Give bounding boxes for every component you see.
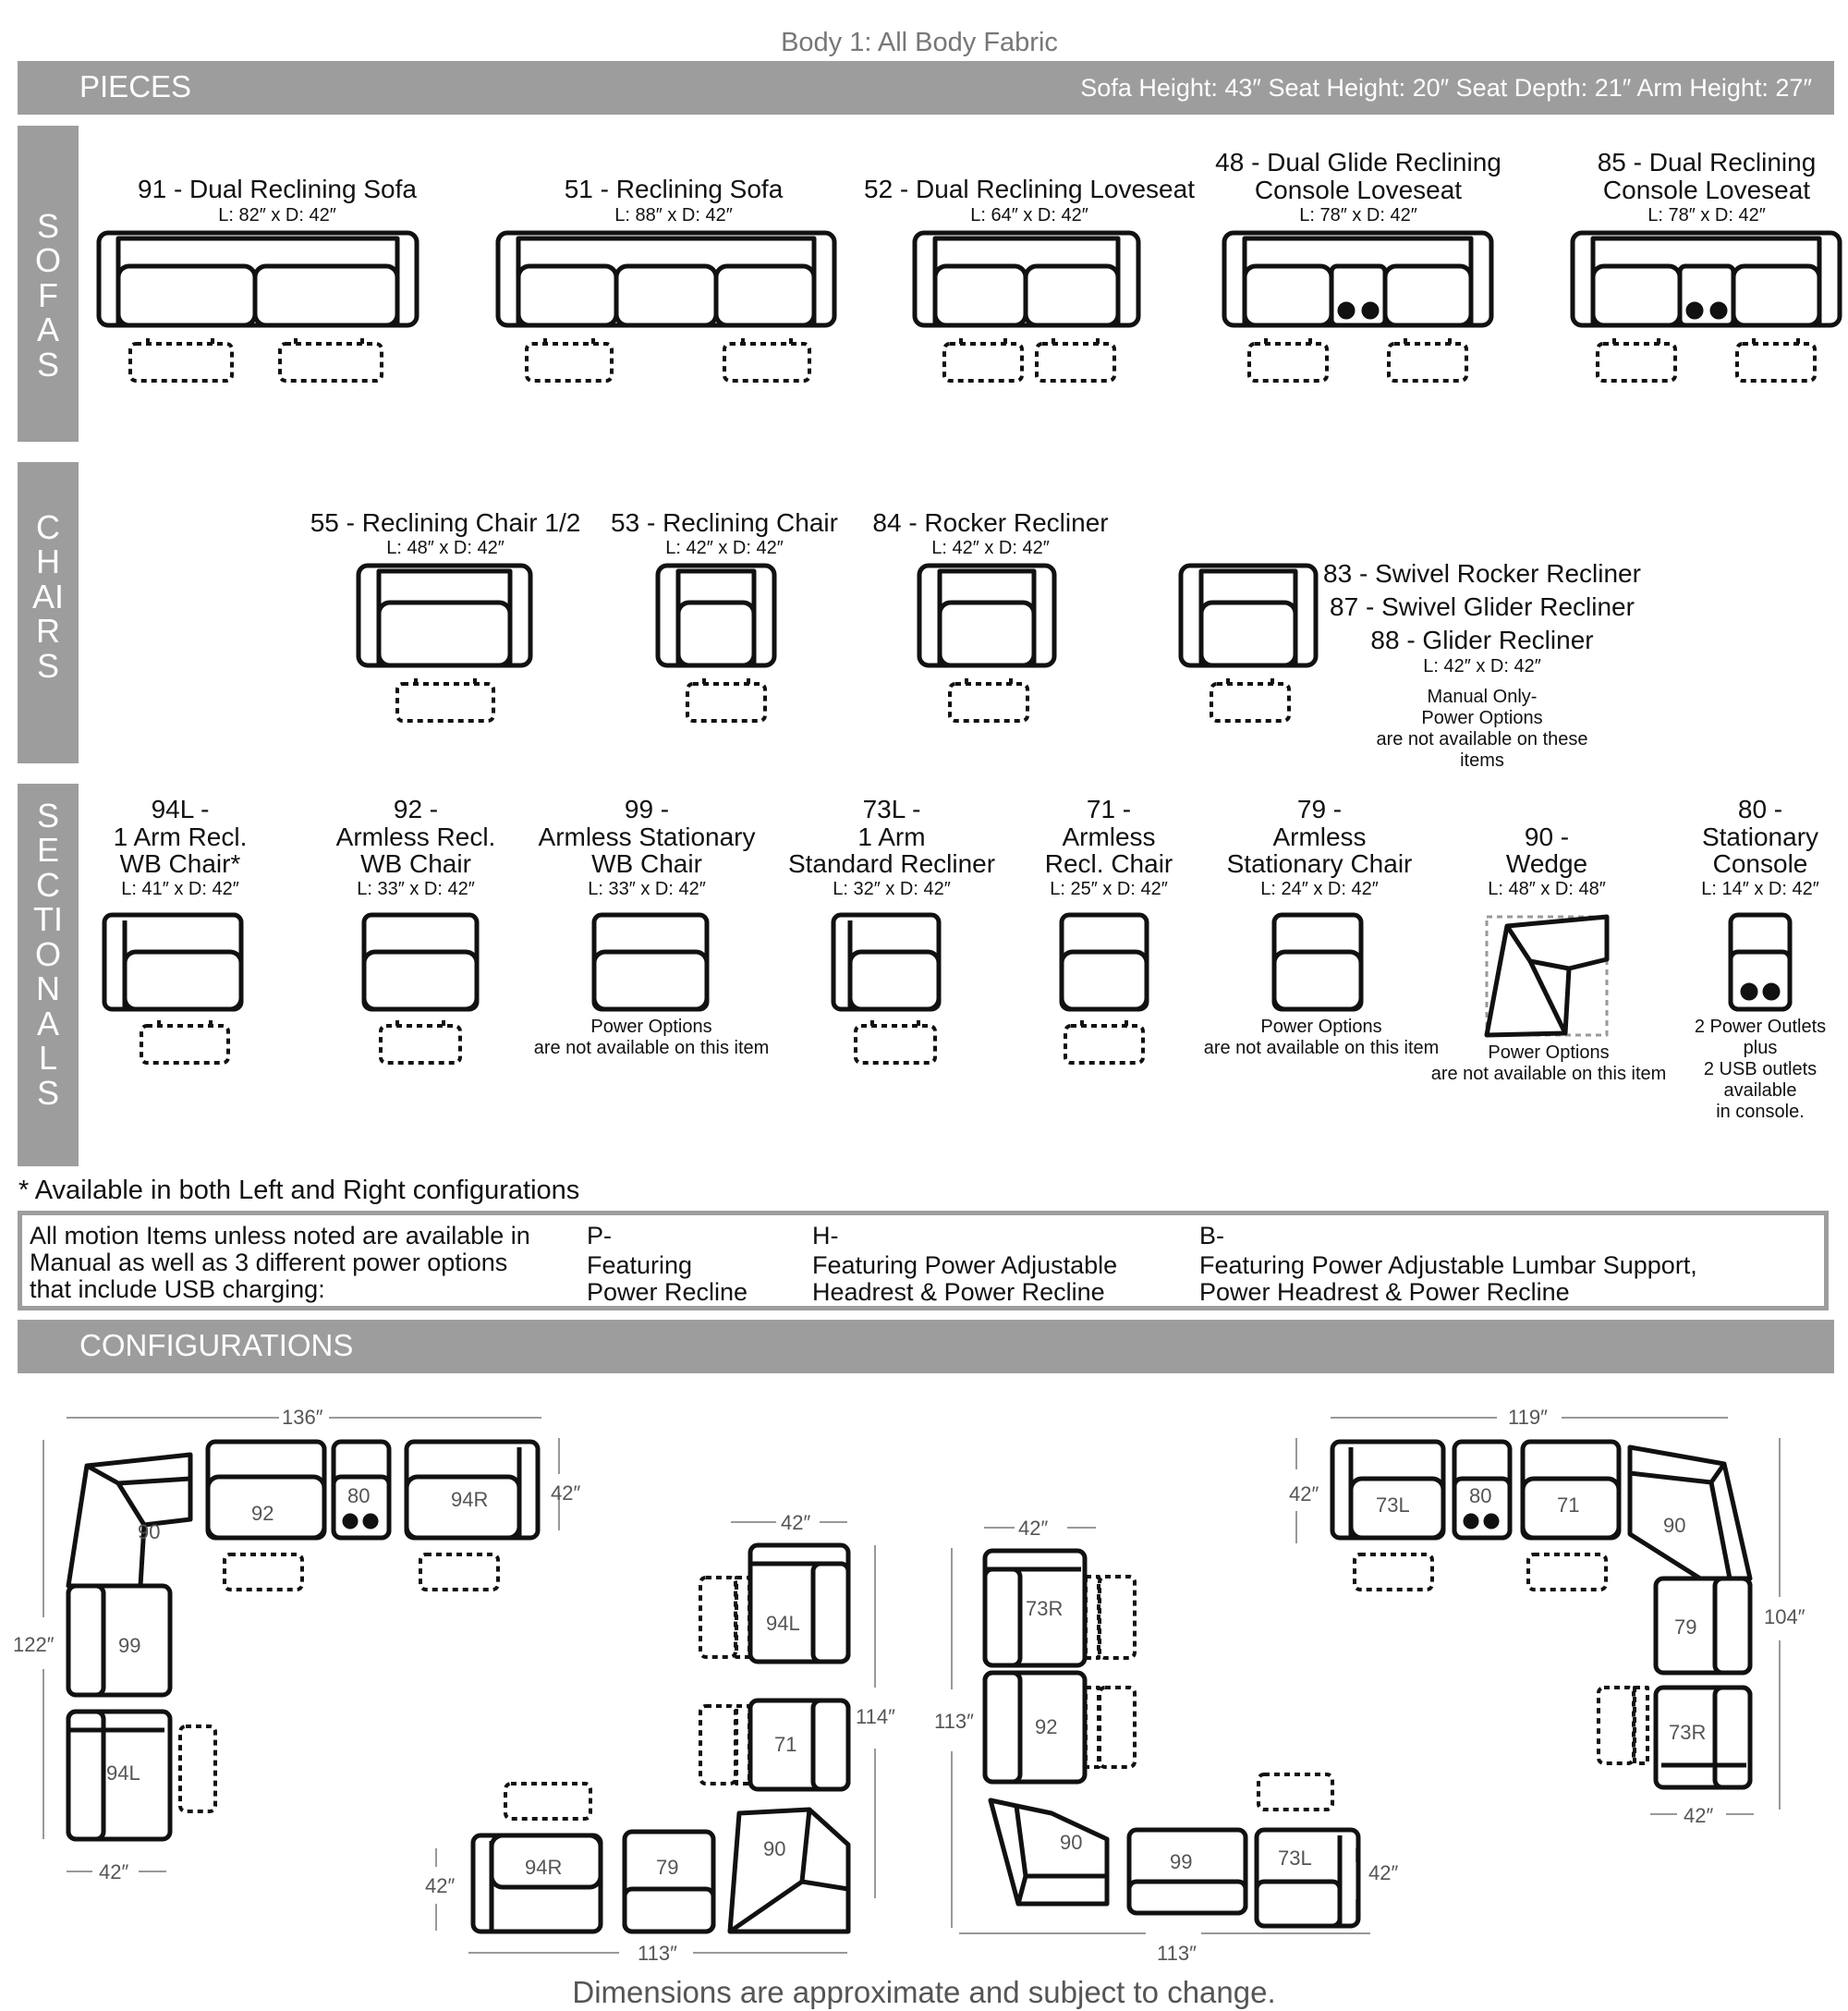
sect-80-l1: 80 -: [1737, 795, 1783, 823]
c1-width: 136″: [282, 1406, 323, 1429]
sect-80-l2: Stationary: [1701, 823, 1819, 851]
sect-90-l1: 90 -: [1524, 823, 1570, 851]
c2-piece-79: 79: [656, 1856, 679, 1879]
c4-piece-73l: 73L: [1376, 1493, 1410, 1517]
legend-p-key: P-: [587, 1222, 612, 1249]
body-label: Body 1: All Body Fabric: [781, 28, 1058, 57]
c4-piece-79: 79: [1674, 1615, 1697, 1639]
sofa-85-dims: L: 78″ x D: 42″: [1647, 205, 1766, 225]
sect-80-note-1: 2 Power Outlets: [1694, 1017, 1827, 1037]
chair-53-dims: L: 42″ x D: 42″: [665, 538, 784, 558]
sofa-91-dims: L: 82″ x D: 42″: [218, 205, 336, 225]
c1-piece-92: 92: [251, 1502, 274, 1525]
sofa-48-drawing: [1224, 233, 1491, 381]
legend-p-2: Power Recline: [587, 1278, 748, 1306]
sect-79-l3: Stationary Chair: [1226, 849, 1413, 878]
sofa-85-drawing: [1573, 233, 1840, 381]
chair-53-drawing: [658, 566, 774, 721]
legend-h-1: Featuring Power Adjustable: [812, 1251, 1118, 1279]
c3-piece-90: 90: [1060, 1831, 1083, 1854]
c1-piece-94l: 94L: [106, 1761, 140, 1785]
c2-piece-71: 71: [774, 1733, 797, 1756]
c3-piece-73r: 73R: [1026, 1597, 1064, 1620]
sect-79-note-2: are not available on this item: [1203, 1038, 1440, 1058]
c1-piece-99: 99: [118, 1634, 141, 1657]
legend-b-2: Power Headrest & Power Recline: [1199, 1278, 1570, 1306]
sect-99-l2: Armless Stationary: [538, 823, 756, 851]
sect-73l-dims: L: 32″ x D: 42″: [833, 879, 951, 899]
pieces-dimensions: Sofa Height: 43″ Seat Height: 20″ Seat Depth: 21″ Arm Height: 27″: [1080, 74, 1812, 102]
sofa-52-drawing: [915, 233, 1138, 381]
sect-99-l3: WB Chair: [591, 849, 702, 878]
sofas-tab-label: SOFAS: [34, 207, 61, 384]
c1-piece-90: 90: [138, 1520, 161, 1543]
sect-92-l3: WB Chair: [360, 849, 471, 878]
sect-79-l2: Armless: [1272, 823, 1367, 851]
sofa-48-title-1: 48 - Dual Glide Reclining: [1215, 148, 1502, 177]
sect-80-note-3: 2 USB outlets: [1703, 1059, 1818, 1079]
chair-88-drawing: [1181, 566, 1316, 721]
chair-88-dims: L: 42″ x D: 42″: [1423, 656, 1541, 676]
chair-53-title: 53 - Reclining Chair: [611, 508, 838, 537]
legend-intro-1: All motion Items unless noted are available in: [30, 1222, 530, 1249]
legend-intro-3: that include USB charging:: [30, 1275, 325, 1303]
chair-84-drawing: [919, 566, 1054, 721]
sect-94l-l3: WB Chair*: [119, 849, 241, 878]
chair-87-title: 87 - Swivel Glider Recliner: [1330, 592, 1635, 621]
sect-80-note-4: available: [1723, 1080, 1797, 1101]
sect-99-note-1: Power Options: [590, 1017, 712, 1037]
c4-piece-73r: 73R: [1669, 1721, 1707, 1744]
chair-88-note-3: are not available on these: [1376, 729, 1588, 750]
sect-90-drawing: [1487, 917, 1607, 1035]
sect-71-l2: Armless: [1062, 823, 1156, 851]
legend-p-1: Featuring: [587, 1251, 693, 1279]
chair-84-title: 84 - Rocker Recliner: [872, 508, 1109, 537]
legend-h-key: H-: [812, 1222, 839, 1249]
footnote: * Available in both Left and Right configurations: [18, 1176, 580, 1205]
c3-depth-right: 42″: [1368, 1861, 1399, 1884]
sofa-51-drawing: [498, 233, 834, 381]
sofa-91-drawing: [99, 233, 417, 381]
chair-88-note-2: Power Options: [1421, 708, 1543, 728]
sect-71-drawing: [1062, 915, 1147, 1063]
chair-88-title: 88 - Glider Recliner: [1370, 626, 1594, 654]
sect-90-note-2: are not available on this item: [1430, 1064, 1667, 1084]
c3-depth-top: 42″: [1018, 1517, 1049, 1540]
chair-55-dims: L: 48″ x D: 42″: [386, 538, 505, 558]
legend-h-2: Headrest & Power Recline: [812, 1278, 1105, 1306]
sofa-51-dims: L: 88″ x D: 42″: [614, 205, 733, 225]
sect-94l-dims: L: 41″ x D: 42″: [121, 879, 239, 899]
legend-b-1: Featuring Power Adjustable Lumbar Support,: [1199, 1251, 1697, 1279]
sect-73l-drawing: [833, 915, 939, 1063]
sect-92-drawing: [364, 915, 477, 1063]
pieces-title: PIECES: [79, 69, 192, 104]
dimension-lines: [43, 1418, 1780, 1953]
sofa-52-dims: L: 64″ x D: 42″: [970, 205, 1088, 225]
sect-90-l2: Wedge: [1505, 849, 1588, 878]
c2-piece-94r: 94R: [525, 1856, 563, 1879]
chair-84-dims: L: 42″ x D: 42″: [931, 538, 1050, 558]
c4-depth-left: 42″: [1289, 1482, 1319, 1505]
sect-92-dims: L: 33″ x D: 42″: [357, 879, 475, 899]
c1-height: 122″: [13, 1633, 55, 1656]
sect-80-note-5: in console.: [1716, 1102, 1805, 1122]
c4-piece-71: 71: [1557, 1493, 1580, 1517]
c2-depth-left: 42″: [425, 1874, 456, 1897]
sofa-85-title-2: Console Loveseat: [1602, 176, 1811, 204]
c4-height: 104″: [1764, 1605, 1805, 1628]
sect-80-l3: Console: [1712, 849, 1808, 878]
sect-99-note-2: are not available on this item: [533, 1038, 770, 1058]
c3-piece-99: 99: [1170, 1850, 1193, 1873]
c2-piece-90: 90: [763, 1837, 786, 1860]
c4-depth-bottom: 42″: [1684, 1804, 1714, 1827]
legend-b-key: B-: [1199, 1222, 1224, 1249]
sofa-91-title: 91 - Dual Reclining Sofa: [138, 175, 417, 203]
c2-depth-top: 42″: [781, 1511, 811, 1534]
chair-55-drawing: [359, 566, 530, 721]
sect-73l-l2: 1 Arm: [857, 823, 926, 851]
sect-71-dims: L: 25″ x D: 42″: [1050, 879, 1168, 899]
sofa-52-title: 52 - Dual Reclining Loveseat: [864, 175, 1195, 203]
chairs-tab-label: CHAIRS: [31, 508, 64, 685]
sofa-48-dims: L: 78″ x D: 42″: [1299, 205, 1417, 225]
c4-width: 119″: [1508, 1406, 1548, 1429]
sect-94l-l2: 1 Arm Recl.: [113, 823, 248, 851]
c3-height: 113″: [934, 1710, 974, 1733]
sect-79-drawing: [1274, 915, 1361, 1009]
sect-73l-l3: Standard Recliner: [787, 849, 996, 878]
configurations-title: CONFIGURATIONS: [79, 1328, 354, 1362]
sect-99-l1: 99 -: [624, 795, 670, 823]
c3-piece-73l: 73L: [1278, 1846, 1312, 1870]
c3-width: 113″: [1157, 1942, 1197, 1965]
sect-99-dims: L: 33″ x D: 42″: [588, 879, 706, 899]
sect-80-drawing: [1731, 915, 1790, 1009]
sect-90-dims: L: 48″ x D: 48″: [1488, 879, 1606, 899]
sofa-48-title-2: Console Loveseat: [1254, 176, 1463, 204]
sectionals-tab-label: SECTIONALS: [33, 797, 63, 1112]
sect-80-note-2: plus: [1743, 1038, 1778, 1058]
chair-55-title: 55 - Reclining Chair 1/2: [310, 508, 581, 537]
sect-79-l1: 79 -: [1296, 795, 1343, 823]
sect-94l-l1: 94L -: [151, 795, 210, 823]
sect-71-l3: Recl. Chair: [1044, 849, 1173, 878]
sect-94l-drawing: [104, 915, 241, 1063]
chair-88-note-1: Manual Only-: [1427, 687, 1538, 707]
sect-92-l1: 92 -: [393, 795, 439, 823]
c1-depth-bottom: 42″: [99, 1860, 129, 1883]
c4-piece-80: 80: [1469, 1484, 1492, 1507]
sect-80-dims: L: 14″ x D: 42″: [1701, 879, 1819, 899]
chair-83-title: 83 - Swivel Rocker Recliner: [1323, 559, 1641, 588]
sofa-51-title: 51 - Reclining Sofa: [564, 175, 784, 203]
sect-92-l2: Armless Recl.: [335, 823, 496, 851]
c1-piece-80: 80: [347, 1484, 371, 1507]
chair-88-note-4: items: [1460, 750, 1504, 771]
sect-99-drawing: [594, 915, 707, 1009]
c1-piece-94r: 94R: [451, 1488, 489, 1511]
c4-piece-90: 90: [1663, 1514, 1686, 1537]
sect-90-note-1: Power Options: [1488, 1042, 1610, 1063]
sofa-85-title-1: 85 - Dual Reclining: [1597, 148, 1817, 177]
footer-disclaimer: Dimensions are approximate and subject to change.: [572, 1975, 1276, 2009]
sect-79-dims: L: 24″ x D: 42″: [1260, 879, 1379, 899]
c2-width: 113″: [638, 1942, 677, 1965]
c2-height: 114″: [856, 1705, 895, 1728]
sect-79-note-1: Power Options: [1260, 1017, 1382, 1037]
legend-intro-2: Manual as well as 3 different power options: [30, 1249, 508, 1276]
sect-71-l1: 71 -: [1086, 795, 1132, 823]
sect-73l-l1: 73L -: [862, 795, 921, 823]
c1-depth: 42″: [551, 1481, 581, 1505]
c3-piece-92: 92: [1035, 1715, 1058, 1738]
c2-piece-94l: 94L: [766, 1612, 800, 1635]
